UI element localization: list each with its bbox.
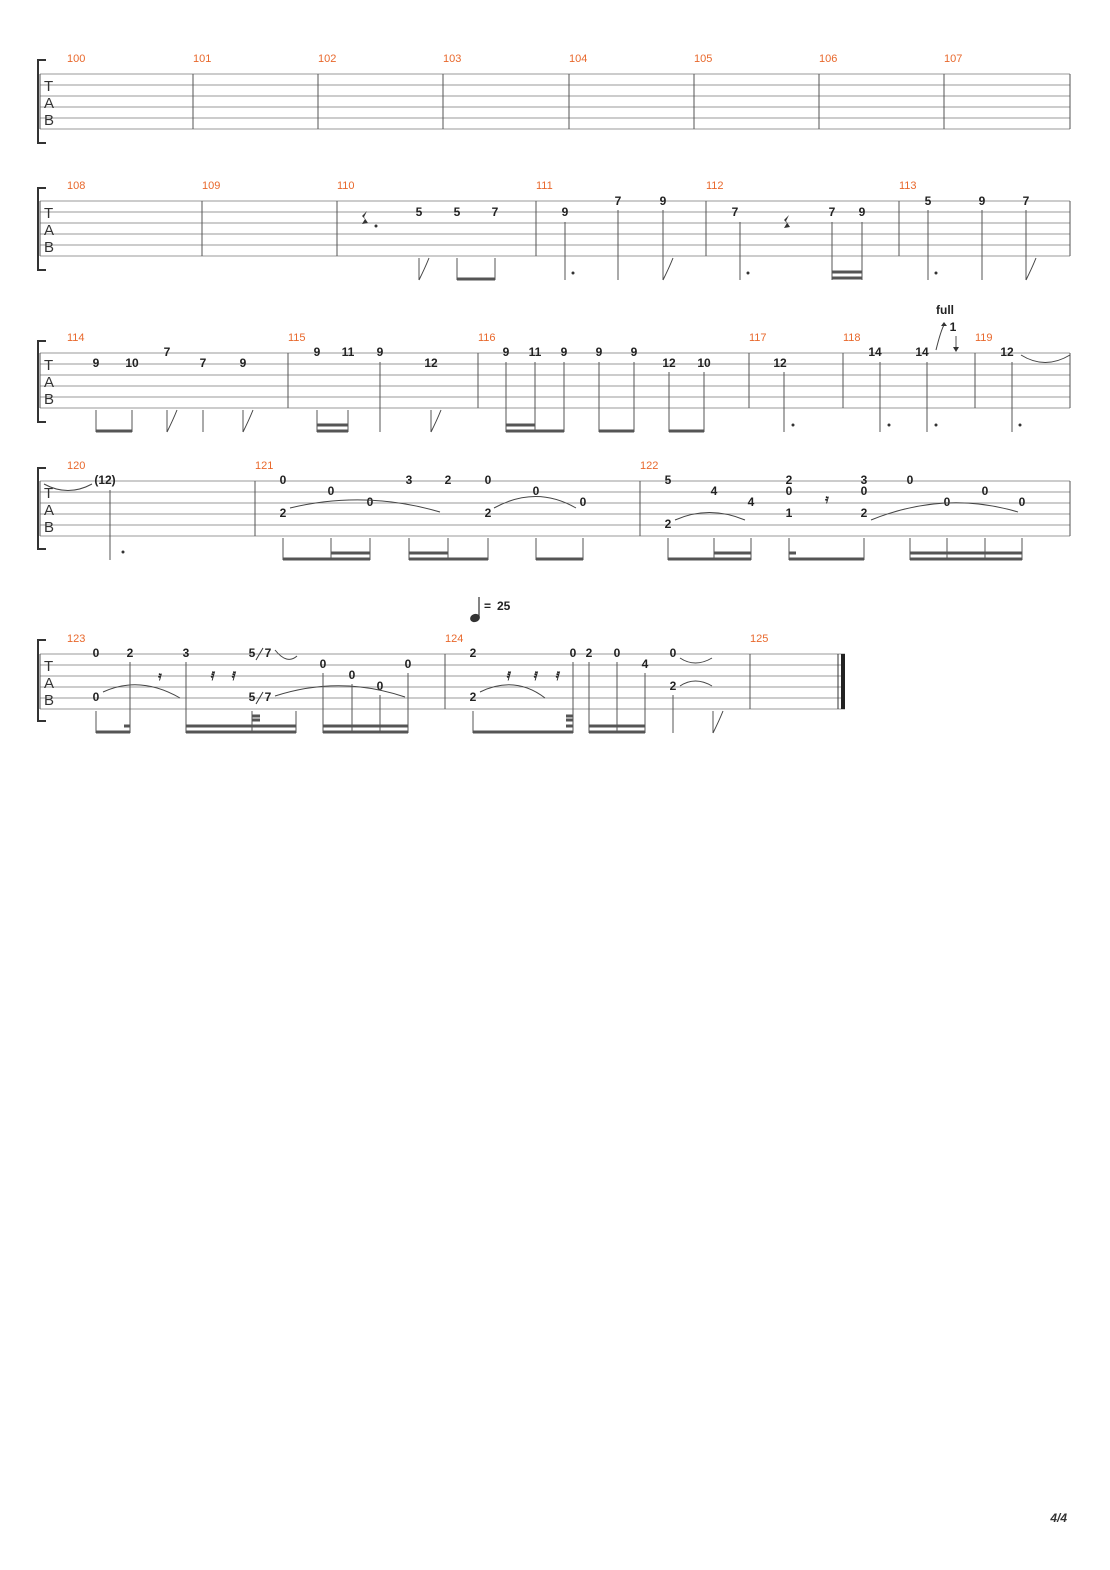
tie	[680, 658, 712, 663]
tie	[680, 681, 712, 686]
fret-number: 14	[868, 345, 882, 359]
tab-system-1	[38, 53, 1070, 143]
fret-number: 7	[614, 194, 622, 208]
fret-number: 9	[376, 345, 384, 359]
fret-number: 7	[1022, 194, 1030, 208]
tab-clef-b: B	[44, 519, 55, 536]
fret-number: (12)	[94, 473, 116, 487]
fret-number: 10	[697, 356, 711, 370]
fret-number: 0	[92, 646, 100, 660]
tab-clef-a: A	[44, 675, 55, 692]
fret-number: 9	[560, 345, 568, 359]
fret-number: 3	[182, 646, 190, 660]
fret-number: 10	[125, 356, 139, 370]
fret-number: 7	[199, 356, 207, 370]
measure-number: 112	[706, 180, 724, 192]
let-ring-arc	[290, 500, 440, 512]
measure-number: 113	[899, 180, 917, 192]
fret-number: 0	[669, 646, 677, 660]
tab-clef-a: A	[44, 95, 55, 112]
measure-number: 100	[67, 53, 86, 65]
tab-clef-b: B	[44, 692, 55, 709]
measure-number: 102	[318, 53, 337, 65]
fret-number: 7	[491, 205, 499, 219]
measure-number: 122	[640, 460, 659, 472]
fret-number: 1	[785, 506, 793, 520]
fret-number: 11	[341, 345, 355, 359]
measure-number: 101	[193, 53, 212, 65]
measure-number: 107	[944, 53, 963, 65]
fret-number: 4	[710, 484, 718, 498]
fret-number: 0	[92, 690, 100, 704]
tab-system-3	[38, 303, 1070, 432]
fret-number: 3	[860, 473, 868, 487]
measure-number: 125	[750, 633, 769, 645]
fret-number: 9	[630, 345, 638, 359]
fret-number: 12	[662, 356, 676, 370]
fret-number: 5	[248, 690, 256, 704]
thirtysecond-rest: 𝅀	[210, 669, 216, 683]
measure-number: 109	[202, 180, 221, 192]
fret-number: 0	[319, 657, 327, 671]
fret-number: 7	[264, 646, 272, 660]
fret-number: 12	[773, 356, 787, 370]
measure-number: 119	[975, 332, 993, 344]
fret-number: 2	[669, 679, 677, 693]
fret-number: 0	[860, 484, 868, 498]
fret-number: 9	[313, 345, 321, 359]
fret-number: 7	[731, 205, 739, 219]
measure-number: 115	[288, 332, 306, 344]
measure-number: 117	[749, 332, 767, 344]
measure-number: 108	[67, 180, 86, 192]
fret-number: 0	[579, 495, 587, 509]
tab-clef-t: T	[44, 205, 54, 222]
fret-number: 12	[1000, 345, 1014, 359]
measure-number: 120	[67, 460, 86, 472]
tab-system-2	[38, 180, 1070, 280]
tempo-marking	[469, 597, 511, 623]
measure-number: 105	[694, 53, 713, 65]
bend-arrow	[936, 325, 944, 350]
thirtysecond-rest: 𝅀	[555, 669, 561, 683]
fret-number: 9	[595, 345, 603, 359]
tab-clef-t: T	[44, 658, 54, 675]
tie	[275, 650, 297, 659]
fret-number: 2	[469, 690, 477, 704]
fret-number: 2	[126, 646, 134, 660]
fret-number: 0	[366, 495, 374, 509]
measure-number: 124	[445, 633, 464, 645]
fret-number: 0	[785, 484, 793, 498]
tab-system-4	[38, 460, 1070, 560]
fret-number: 12	[424, 356, 438, 370]
fret-number: 2	[664, 517, 672, 531]
measure-number: 116	[478, 332, 496, 344]
measure-number: 118	[843, 332, 861, 344]
fret-number: 4	[747, 495, 755, 509]
fret-number: 2	[585, 646, 593, 660]
thirtysecond-rest: 𝅀	[533, 669, 539, 683]
thirtysecond-rest: 𝅀	[231, 669, 237, 683]
fret-number: 0	[613, 646, 621, 660]
fret-number: 9	[92, 356, 100, 370]
fret-number: 9	[561, 205, 569, 219]
fret-number: 9	[239, 356, 247, 370]
fret-number: 2	[279, 506, 287, 520]
tab-clef-t: T	[44, 78, 54, 95]
tempo-equals: =	[484, 599, 492, 613]
sixteenth-rest: 𝄿	[825, 492, 829, 506]
bend-target: 1	[949, 320, 957, 334]
let-ring-arc	[494, 497, 576, 509]
fret-number: 2	[444, 473, 452, 487]
tab-clef-b: B	[44, 391, 55, 408]
measure-number: 111	[536, 180, 553, 192]
dot	[375, 225, 378, 228]
fret-number: 0	[532, 484, 540, 498]
fret-number: 14	[915, 345, 929, 359]
fret-number: 3	[405, 473, 413, 487]
fret-number: 9	[659, 194, 667, 208]
measure-number: 110	[337, 180, 355, 192]
tab-clef-a: A	[44, 374, 55, 391]
measure-number: 114	[67, 332, 85, 344]
tempo-value: 25	[497, 599, 511, 613]
fret-number: 11	[528, 345, 542, 359]
fret-number: 0	[943, 495, 951, 509]
page-number: 4/4	[1050, 1511, 1067, 1525]
bend-label: full	[936, 303, 954, 317]
measure-number: 104	[569, 53, 588, 65]
fret-number: 0	[348, 668, 356, 682]
tab-clef-b: B	[44, 239, 55, 256]
fret-number: 0	[569, 646, 577, 660]
measure-number: 103	[443, 53, 462, 65]
fret-number: 9	[858, 205, 866, 219]
tab-clef-t: T	[44, 485, 54, 502]
quarter-rest	[784, 215, 790, 228]
fret-number: 0	[484, 473, 492, 487]
measure-number: 123	[67, 633, 86, 645]
fret-number: 0	[327, 484, 335, 498]
tab-clef-a: A	[44, 502, 55, 519]
tab-clef-t: T	[44, 357, 54, 374]
fret-number: 5	[924, 194, 932, 208]
fret-number: 7	[264, 690, 272, 704]
measure-number: 106	[819, 53, 838, 65]
fret-number: 0	[906, 473, 914, 487]
fret-number: 0	[376, 679, 384, 693]
tab-clef-a: A	[44, 222, 55, 239]
tab-system-5	[38, 633, 845, 733]
fret-number: 7	[163, 345, 171, 359]
measure-number: 121	[255, 460, 274, 472]
fret-number: 0	[981, 484, 989, 498]
fret-number: 2	[484, 506, 492, 520]
fret-number: 2	[469, 646, 477, 660]
fret-number: 9	[502, 345, 510, 359]
fret-number: 5	[453, 205, 461, 219]
thirtysecond-rest: 𝅀	[506, 669, 512, 683]
fret-number: 7	[828, 205, 836, 219]
fret-number: 2	[860, 506, 868, 520]
fret-number: 9	[978, 194, 986, 208]
sixteenth-rest: 𝄿	[158, 669, 162, 683]
quarter-rest	[362, 211, 368, 224]
tie	[1021, 355, 1070, 363]
fret-number: 5	[248, 646, 256, 660]
fret-number: 0	[404, 657, 412, 671]
fret-number: 2	[785, 473, 793, 487]
fret-number: 4	[641, 657, 649, 671]
tab-clef-b: B	[44, 112, 55, 129]
fret-number: 5	[415, 205, 423, 219]
fret-number: 0	[1018, 495, 1026, 509]
fret-number: 0	[279, 473, 287, 487]
fret-number: 5	[664, 473, 672, 487]
